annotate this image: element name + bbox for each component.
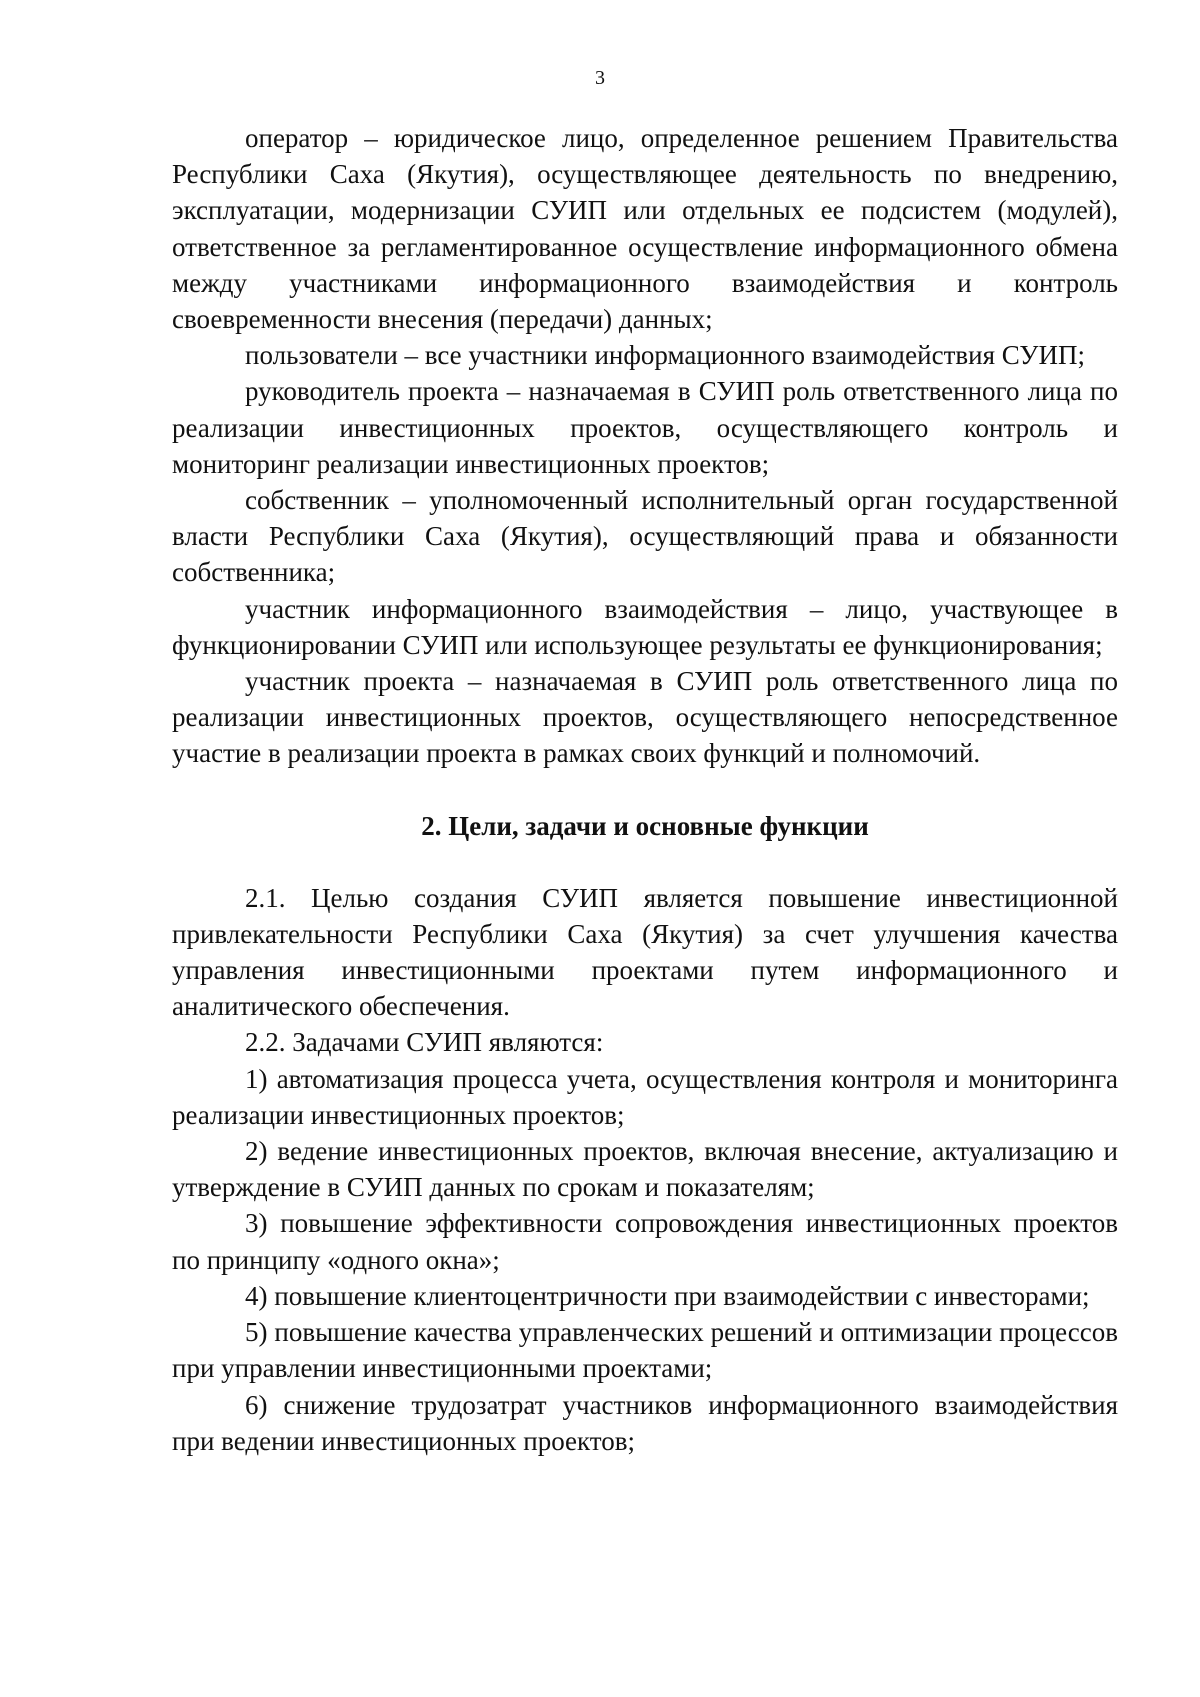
page-number: 3	[595, 67, 605, 89]
task-item-3: 3) повышение эффективности сопровождения инвестиционных проектов по принципу «одного окна»;	[172, 1208, 1118, 1275]
task-item-6: 6) снижение трудозатрат участников информационного взаимодействия при ведении инвестиционных проектов;	[172, 1389, 1118, 1456]
paragraph-2-1: 2.1. Целью создания СУИП является повышение инвестиционной привлекательности Республики Саха (Якутия) за счет улучшения качества управления инвестиционными проектами путем информационного и аналитического обеспечения.	[172, 882, 1118, 1022]
section-heading: 2. Цели, задачи и основные функции	[421, 810, 869, 841]
task-item-1: 1) автоматизация процесса учета, осуществления контроля и мониторинга реализации инвестиционных проектов;	[172, 1063, 1118, 1130]
definition-users: пользователи – все участники информационного взаимодействия СУИП;	[245, 340, 1086, 371]
paragraph-2-2: 2.2. Задачами СУИП являются:	[245, 1027, 604, 1058]
definition-project-manager: руководитель проекта – назначаемая в СУИП роль ответственного лица по реализации инвестиционных проектов, осуществляющего контроль и мониторинг реализации инвестиционных проектов;	[172, 376, 1118, 479]
definition-owner: собственник – уполномоченный исполнительный орган государственной власти Республики Саха (Якутия), осуществляющий права и обязанности собственника;	[172, 485, 1118, 588]
document-body	[172, 120, 1118, 1459]
definition-participant: участник информационного взаимодействия – лицо, участвующее в функционировании СУИП или использующее результаты ее функционирования;	[172, 593, 1118, 660]
task-item-5: 5) повышение качества управленческих решений и оптимизации процессов при управлении инвестиционными проектами;	[172, 1317, 1118, 1384]
definition-project-participant: участник проекта – назначаемая в СУИП роль ответственного лица по реализации инвестиционных проектов, осуществляющего непосредственное участие в реализации проекта в рамках своих функций и полномочий.	[172, 666, 1118, 769]
definition-operator: оператор – юридическое лицо, определенное решением Правительства Республики Саха (Якутия), осуществляющее деятельность по внедрению, эксплуатации, модернизации СУИП или отдельных ее подсистем (модулей), ответственное за регламентированное осуществление информационного обмена между участниками информационного взаимодействия и контроль своевременности внесения (передачи) данных;	[172, 123, 1118, 335]
task-item-4: 4) повышение клиентоцентричности при взаимодействии с инвесторами;	[245, 1280, 1090, 1311]
task-item-2: 2) ведение инвестиционных проектов, включая внесение, актуализацию и утверждение в СУИП данных по срокам и показателям;	[172, 1136, 1118, 1203]
